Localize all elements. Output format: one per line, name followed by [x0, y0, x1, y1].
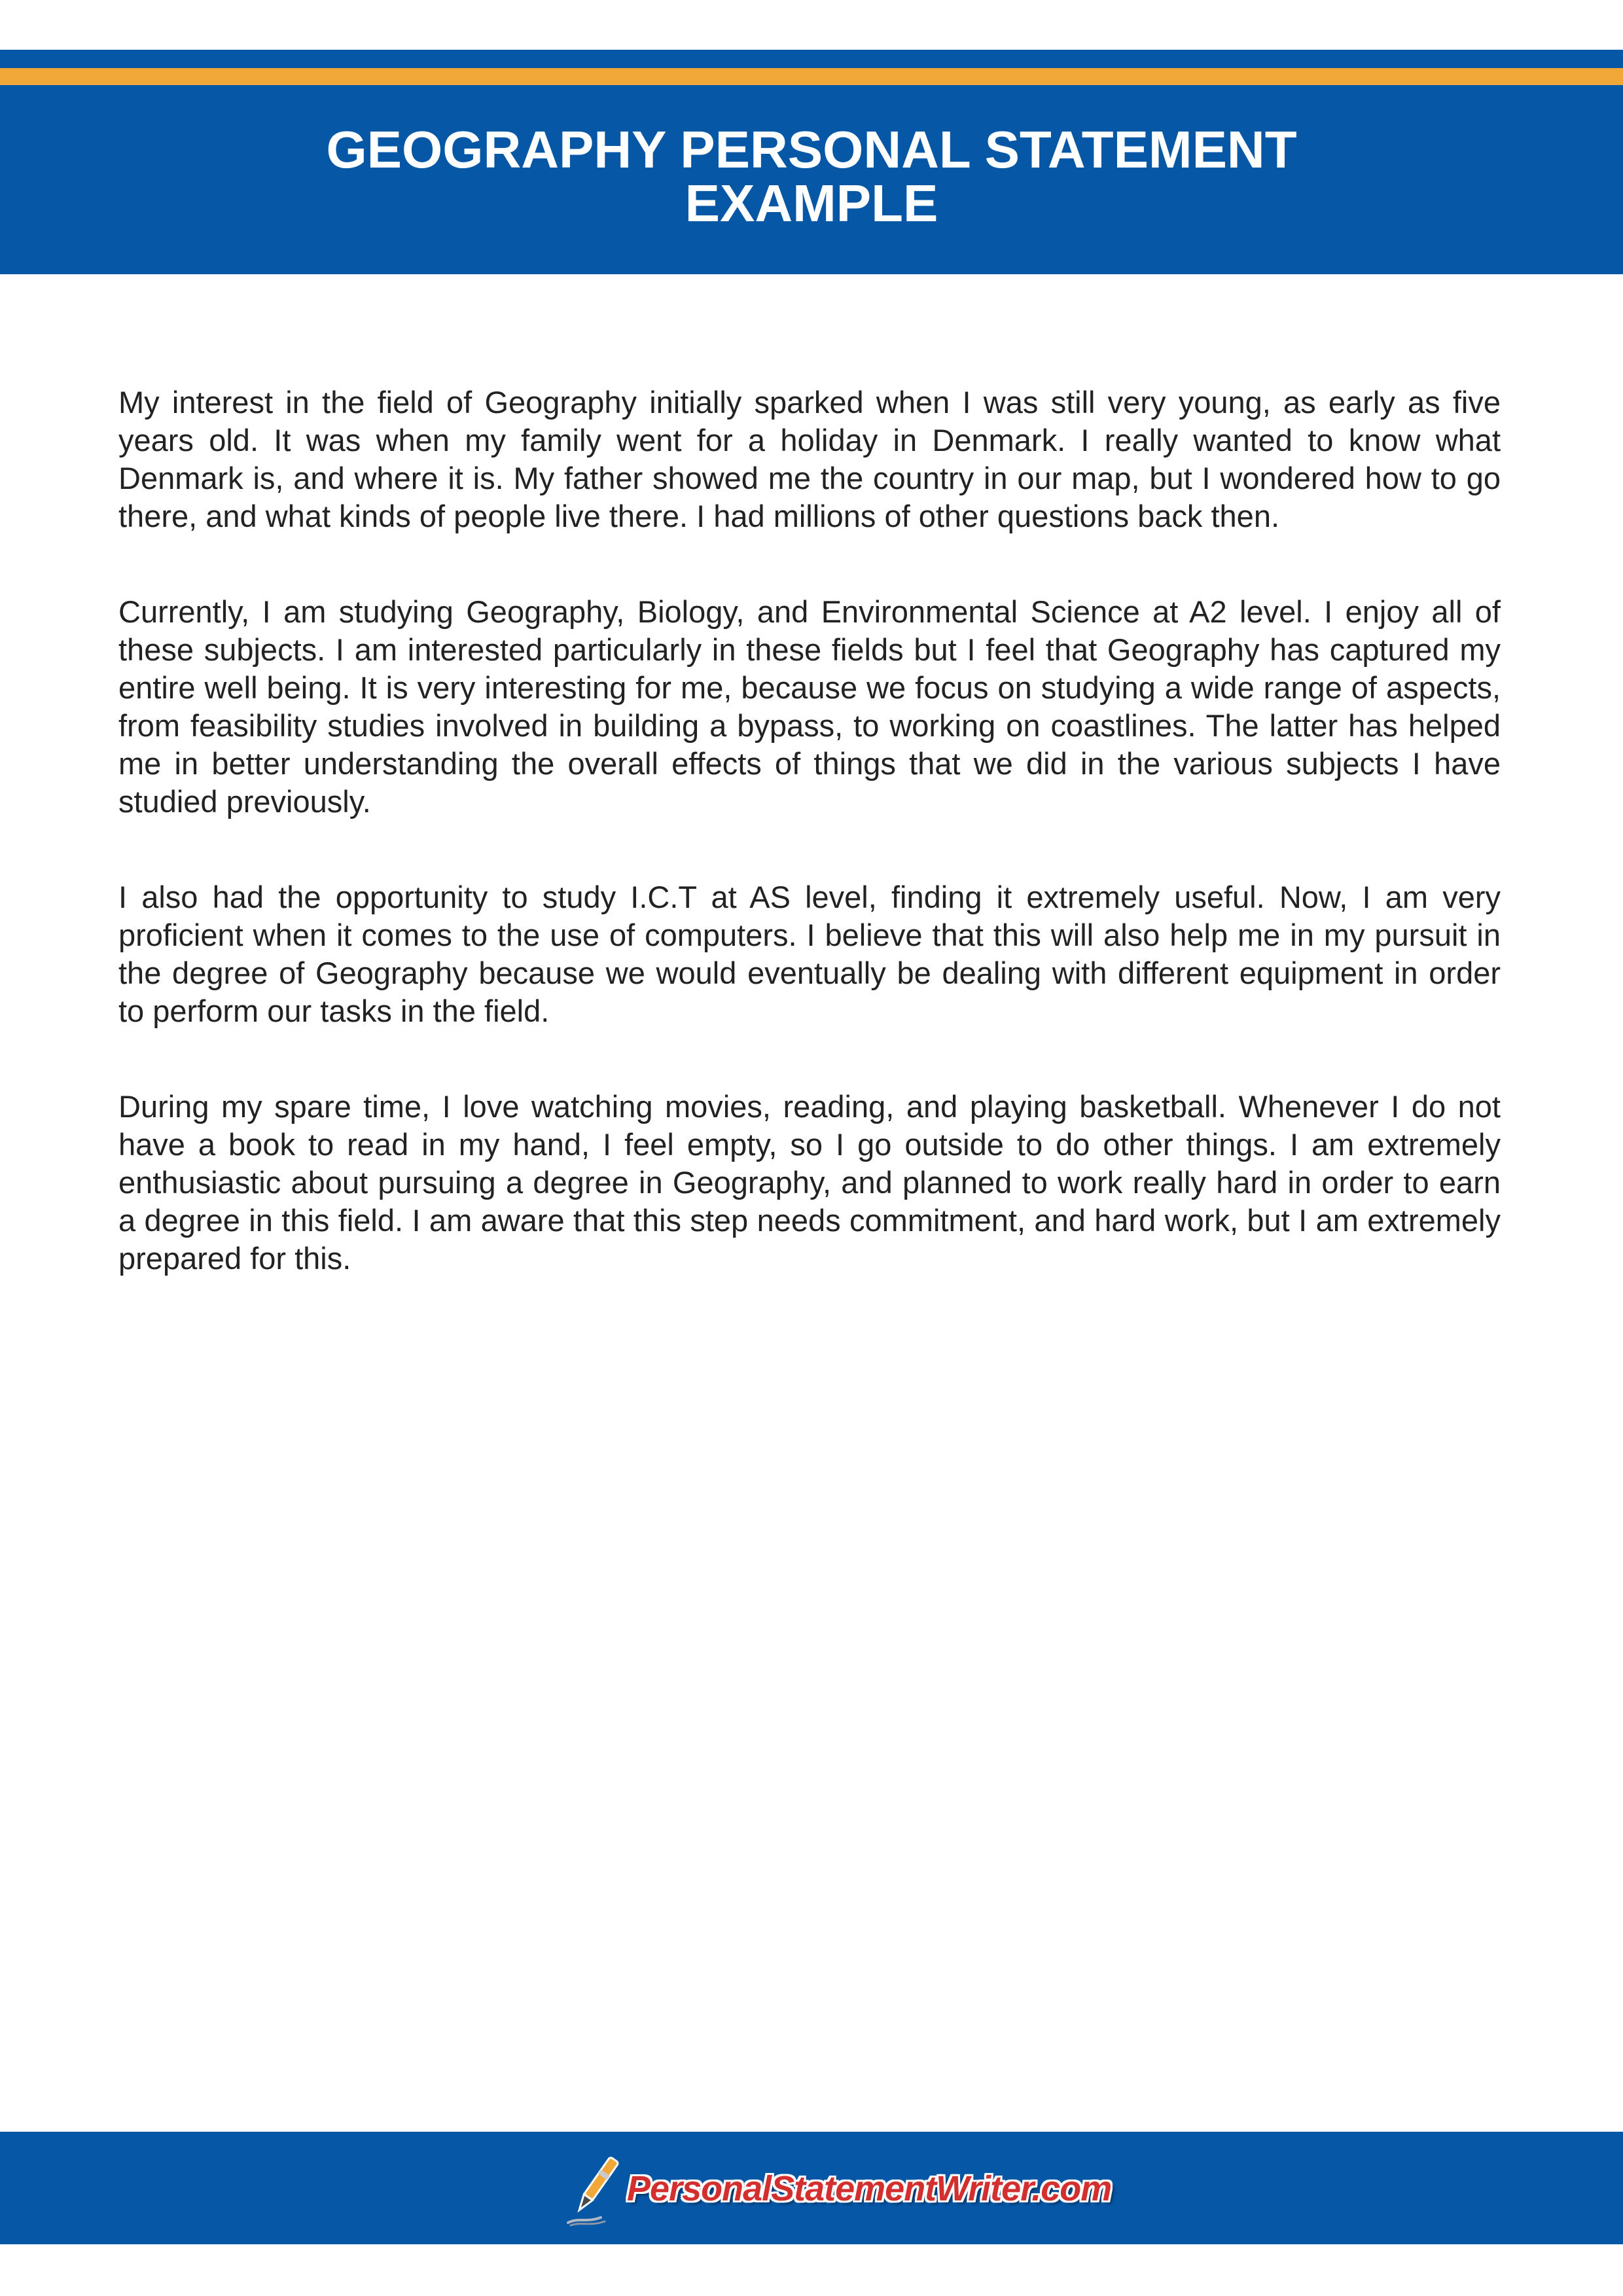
paragraph: During my spare time, I love watching movies, reading, and playing basketball. Whenever I do not have a book to read in my hand, I feel empty, so I go outside to do other things. I am extremely enthusiastic about pursuing a degree in Geography, and planned to work really hard in order to earn a degree in this field. I am aware that this step needs commitment, and hard work, but I am extremely prepared for this.: [118, 1089, 1501, 1276]
page-title: [0, 120, 1623, 232]
paragraph: My interest in the field of Geography initially sparked when I was still very young, as early as five years old. It was when my family went for a holiday in Denmark. I really wanted to know what Denmark is, and where it is. My father showed me the country in our map, but I wondered how to go there, and what kinds of people live there. I had millions of other questions back then.: [118, 385, 1501, 533]
title-line-1: GEOGRAPHY PERSONAL STATEMENT: [326, 120, 1297, 179]
header-stripe: [0, 68, 1623, 85]
footer-banner: [0, 2132, 1623, 2244]
site-logo[interactable]: [562, 2149, 1111, 2228]
title-line-2: EXAMPLE: [685, 174, 938, 232]
pen-icon: [562, 2149, 627, 2228]
paragraph: I also had the opportunity to study I.C.T at AS level, finding it extremely useful. Now, I am very proficient when it comes to the use of computers. I believe that this will also help me in my pursuit in the degree of Geography because we would eventually be dealing with different equipment in order to perform our tasks in the field.: [118, 880, 1501, 1028]
paragraph: Currently, I am studying Geography, Biology, and Environmental Science at A2 level. I enjoy all of these subjects. I am interested particularly in these fields but I feel that Geography has captured my entire well being. It is very interesting for me, because we focus on studying a wide range of aspects, from feasibility studies involved in building a bypass, to working on coastlines. The latter has helped me in better understanding the overall effects of things that we did in the various subjects I have studied previously.: [118, 594, 1501, 819]
statement-body: [118, 384, 1501, 1335]
header-banner: [0, 50, 1623, 274]
logo-text: PersonalStatementWriter.com: [627, 2169, 1112, 2208]
